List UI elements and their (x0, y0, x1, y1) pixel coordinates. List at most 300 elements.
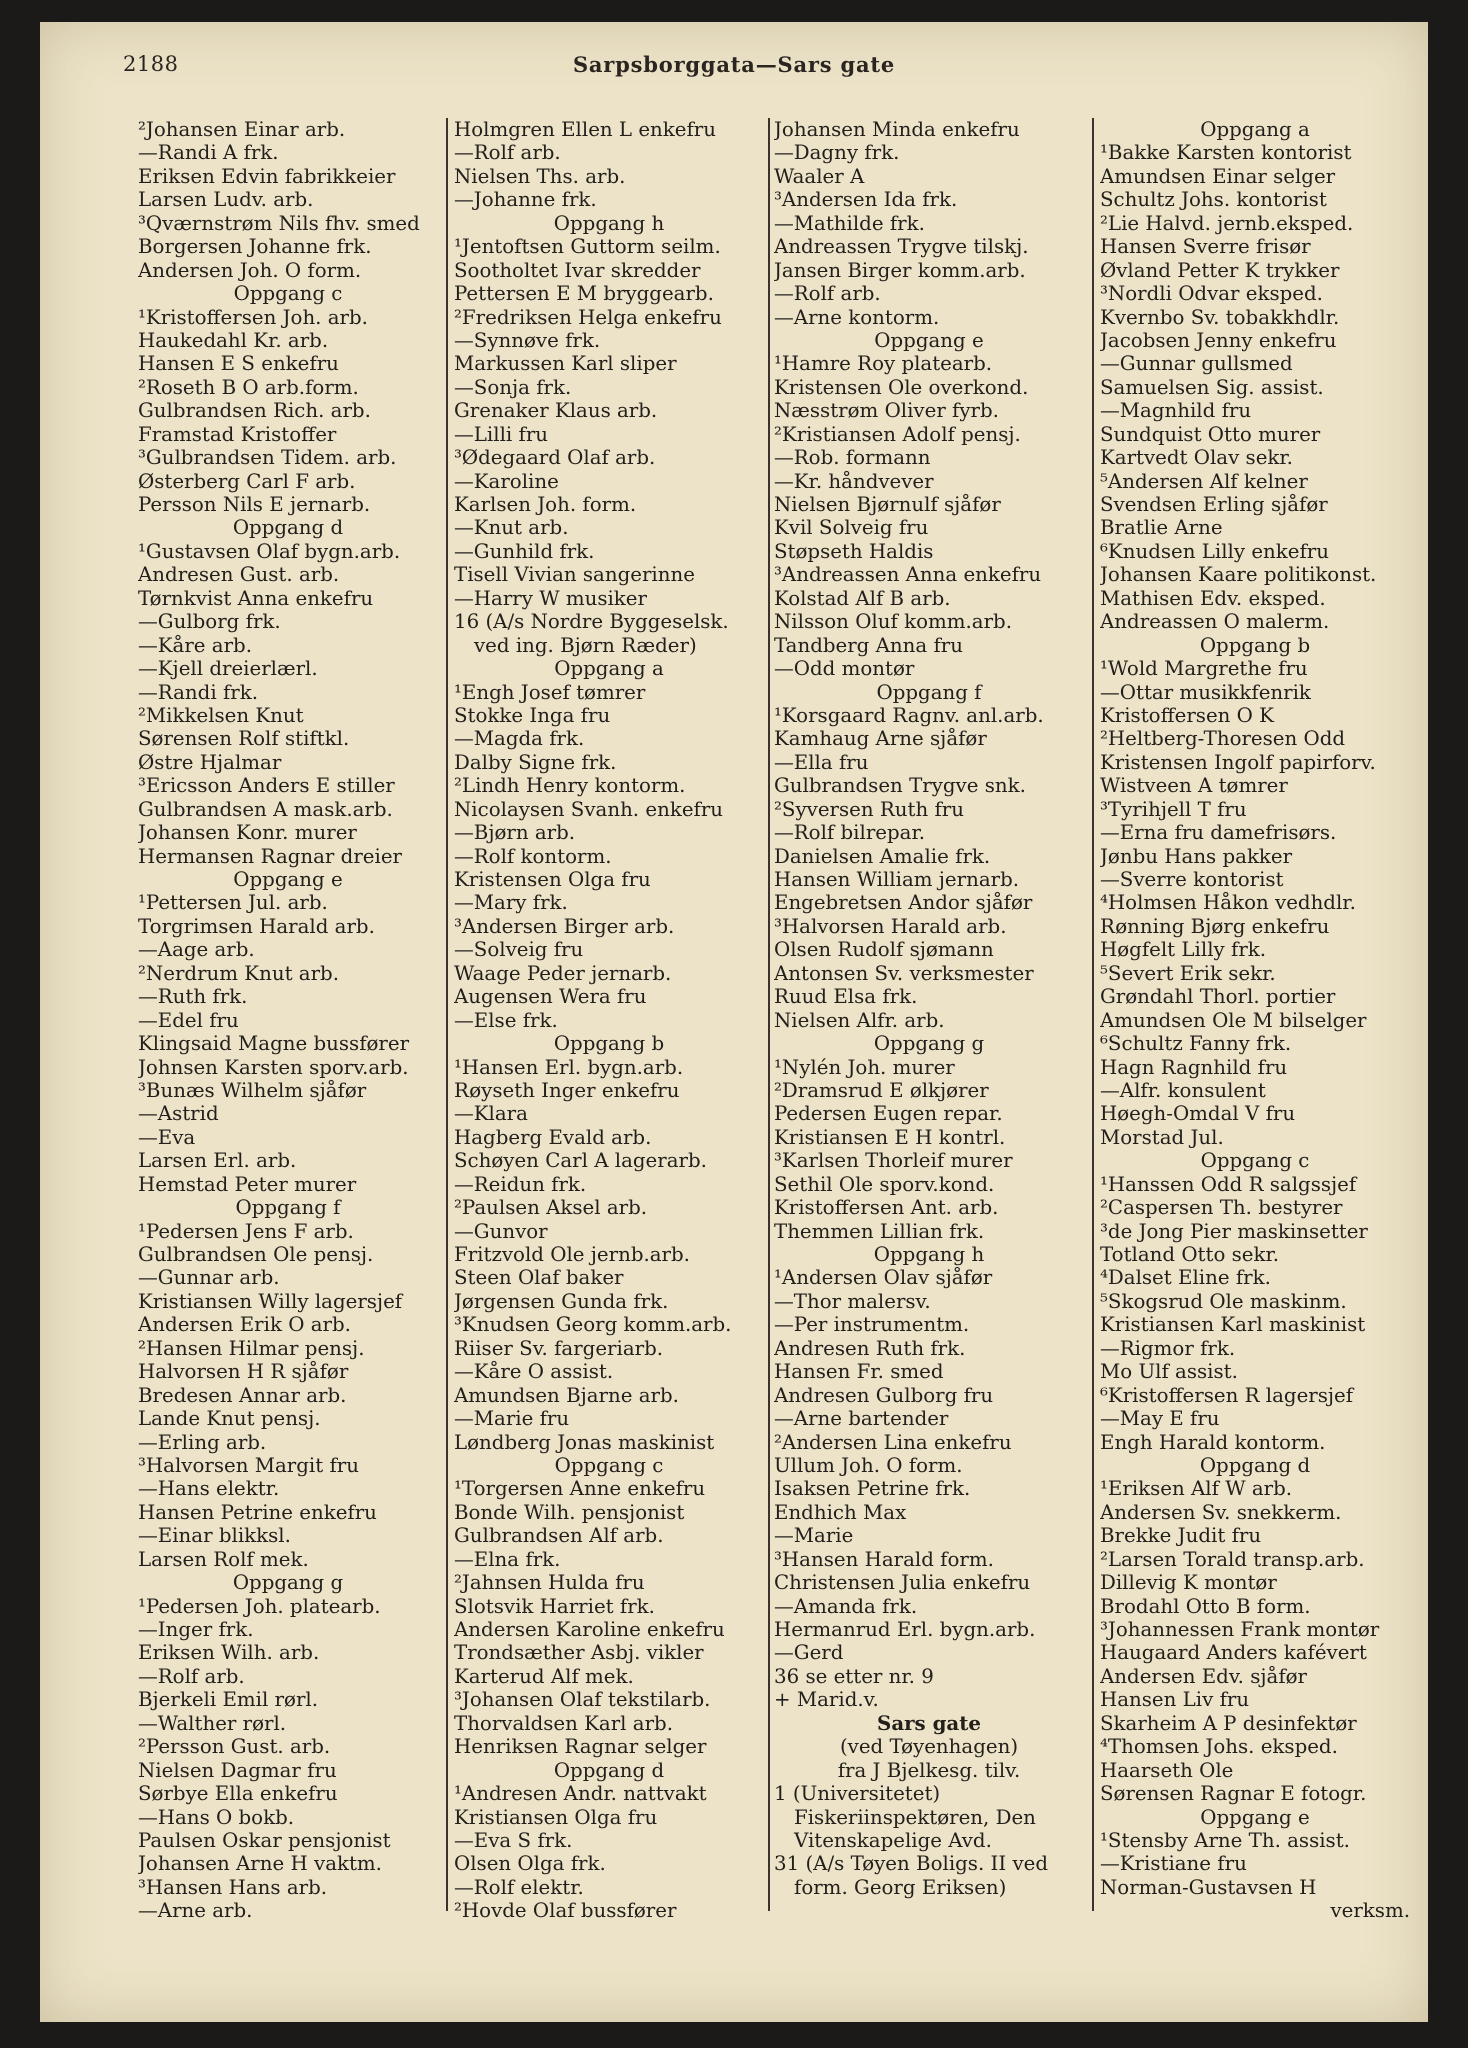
section-heading: Oppgang a (554, 657, 664, 681)
directory-entry: Nielsen Ths. arb. (454, 164, 626, 188)
directory-entry: ⁶Schultz Fanny frk. (1100, 1032, 1292, 1056)
directory-entry: ³de Jong Pier maskinsetter (1100, 1219, 1368, 1243)
directory-entry: Larsen Erl. arb. (138, 1149, 297, 1173)
directory-entry: Andersen Sv. snekkerm. (1100, 1500, 1342, 1524)
directory-entry: Rønning Bjørg enkefru (1100, 914, 1330, 938)
directory-entry: —Marie (774, 1524, 854, 1548)
section-heading: Oppgang g (232, 1571, 344, 1595)
directory-entry: Jønbu Hans pakker (1100, 844, 1293, 868)
directory-entry: ³Andreassen Anna enkefru (774, 563, 1042, 587)
directory-entry: Jansen Birger komm.arb. (774, 258, 1026, 282)
directory-entry: Haarseth Ole (1100, 1758, 1234, 1782)
directory-entry: Henriksen Ragnar selger (454, 1735, 707, 1759)
directory-entry: Næsstrøm Oliver fyrb. (774, 399, 999, 423)
directory-entry: Gulbrandsen Alf arb. (454, 1524, 664, 1548)
directory-entry: Jørgensen Gunda frk. (454, 1289, 669, 1313)
directory-entry: Kristoffersen Ant. arb. (774, 1196, 999, 1220)
directory-entry: —Eva S frk. (454, 1828, 573, 1852)
directory-entry: ¹Gustavsen Olaf bygn.arb. (138, 539, 401, 563)
directory-entry: —Kåre arb. (138, 633, 253, 657)
directory-entry: Andreassen Trygve tilskj. (774, 235, 1029, 259)
directory-entry: ²Syversen Ruth fru (774, 797, 965, 821)
directory-entry: Paulsen Oskar pensjonist (138, 1828, 391, 1852)
directory-entry: —Kr. håndvever (774, 469, 934, 493)
directory-entry: ⁶Knudsen Lilly enkefru (1100, 539, 1329, 563)
directory-entry: Bratlie Arne (1100, 516, 1223, 540)
directory-entry: Trondsæther Asbj. vikler (454, 1641, 704, 1665)
directory-entry: —Arne arb. (138, 1899, 253, 1923)
directory-entry: ¹Pedersen Jens F arb. (138, 1219, 354, 1243)
directory-entry: ¹Kristoffersen Joh. arb. (138, 305, 368, 329)
directory-entry: Brekke Judit fru (1100, 1524, 1262, 1548)
directory-entry: Andersen Edv. sjåfør (1100, 1664, 1308, 1688)
directory-entry: Nielsen Bjørnulf sjåfør (774, 493, 1001, 516)
page-header (0, 52, 1468, 88)
directory-entry: Christensen Julia enkefru (774, 1571, 1031, 1595)
section-heading: Oppgang b (553, 1032, 665, 1056)
directory-entry: Hansen William jernarb. (774, 868, 1020, 891)
section-heading: Oppgang e (1200, 1805, 1310, 1829)
directory-entry: ³Halvorsen Harald arb. (774, 914, 1007, 938)
directory-entry: ³Knudsen Georg komm.arb. (454, 1313, 732, 1337)
directory-entry: ³Bunæs Wilhelm sjåfør (138, 1078, 367, 1102)
directory-entry: Hansen Sverre frisør (1100, 235, 1311, 259)
directory-entry: —Erna fru damefrisørs. (1100, 821, 1337, 845)
directory-entry: —Gunnar arb. (138, 1266, 280, 1290)
directory-entry: —Magnhild fru (1100, 399, 1252, 423)
directory-entry: —Knut arb. (454, 516, 569, 540)
directory-entry: Gulbrandsen Trygve snk. (774, 774, 1026, 798)
directory-entry: Løndberg Jonas maskinist (454, 1430, 715, 1454)
directory-entry: Øvland Petter K trykker (1100, 258, 1340, 282)
directory-entry: Eriksen Wilh. arb. (138, 1641, 320, 1665)
directory-entry: Engebretsen Andor sjåfør (774, 891, 1033, 915)
section-heading: Oppgang c (1200, 1149, 1310, 1173)
directory-entry: —Einar blikksl. (138, 1524, 291, 1548)
directory-entry: —Aage arb. (138, 938, 255, 962)
directory-entry: Kristiansen Olga fru (454, 1805, 658, 1829)
directory-entry: Andersen Joh. O form. (138, 258, 362, 282)
directory-entry: —Gunvor (454, 1219, 548, 1243)
directory-entry: —Gunhild frk. (454, 539, 595, 563)
directory-entry: Samuelsen Sig. assist. (1100, 375, 1324, 399)
section-heading: Oppgang d (553, 1758, 665, 1782)
directory-entry: Kristensen Ole overkond. (774, 375, 1029, 399)
directory-entry: —Ella fru (774, 750, 869, 774)
directory-entry: Riiser Sv. fargeriarb. (454, 1336, 664, 1360)
directory-entry: Brodahl Otto B form. (1100, 1594, 1311, 1618)
directory-entry: Haugaard Anders kafévert (1100, 1641, 1367, 1665)
directory-entry: ²Nerdrum Knut arb. (138, 961, 339, 985)
column-divider (446, 118, 448, 1911)
directory-entry: Karterud Alf mek. (454, 1664, 634, 1688)
directory-entry: —Eva (138, 1125, 196, 1149)
directory-entry: form. Georg Eriksen) (794, 1875, 1007, 1899)
directory-entry: Bonde Wilh. pensjonist (454, 1500, 685, 1524)
directory-entry: Svendsen Erling sjåfør (1100, 493, 1328, 516)
directory-entry: ²Persson Gust. arb. (138, 1735, 331, 1759)
section-heading: Oppgang b (1199, 633, 1311, 657)
directory-entry: Framstad Kristoffer (138, 422, 337, 446)
directory-entry: —Ruth frk. (138, 985, 248, 1009)
directory-entry: Bredesen Annar arb. (138, 1383, 347, 1407)
directory-column-4 (1100, 118, 1410, 1923)
directory-entry: Nicolaysen Svanh. enkefru (454, 797, 724, 821)
directory-entry: Andreassen O malerm. (1100, 610, 1330, 634)
directory-entry: Jacobsen Jenny enkefru (1100, 328, 1337, 352)
directory-entry: Hagberg Evald arb. (454, 1125, 652, 1149)
directory-entry: Schultz Johs. kontorist (1100, 188, 1327, 212)
directory-entry: Sørensen Rolf stiftkl. (138, 727, 350, 751)
directory-entry: Sørbye Ella enkefru (138, 1782, 338, 1806)
directory-entry: Østerberg Carl F arb. (138, 469, 356, 493)
directory-entry: —Edel fru (138, 1008, 239, 1032)
directory-entry: —Thor malersv. (774, 1289, 931, 1313)
directory-entry: ³Andersen Ida frk. (774, 188, 958, 212)
directory-entry: Augensen Wera fru (454, 985, 647, 1009)
directory-entry: —Odd montør (774, 657, 915, 681)
directory-entry: —Johanne frk. (454, 188, 597, 212)
directory-entry: Grenaker Klaus arb. (454, 399, 658, 423)
directory-entry: Andresen Gust. arb. (138, 563, 340, 587)
directory-entry: —May E fru (1100, 1407, 1220, 1431)
directory-entry: —Kjell dreierlærl. (138, 657, 318, 681)
directory-entry: —Rigmor frk. (1100, 1336, 1236, 1360)
directory-entry: Kvil Solveig fru (774, 516, 929, 540)
column-divider (1092, 118, 1094, 1911)
directory-entry: Sethil Ole sporv.kond. (774, 1172, 995, 1196)
directory-entry: —Harry W musiker (454, 586, 647, 610)
section-heading: Oppgang e (874, 328, 984, 352)
directory-entry: —Hans elektr. (138, 1477, 280, 1501)
directory-entry: Nilsson Oluf komm.arb. (774, 610, 1012, 634)
directory-entry: —Rolf arb. (138, 1664, 245, 1688)
directory-entry: ¹Bakke Karsten kontorist (1100, 141, 1352, 165)
directory-entry: Dalby Signe frk. (454, 750, 617, 774)
directory-entry: ³Hansen Hans arb. (138, 1875, 328, 1899)
directory-entry: Kristensen Ingolf papirforv. (1100, 750, 1376, 774)
directory-entry: —Rolf elektr. (454, 1875, 584, 1899)
directory-entry: verksm. (1330, 1899, 1410, 1923)
directory-entry: —Erling arb. (138, 1430, 267, 1454)
directory-entry: ²Hansen Hilmar pensj. (138, 1336, 365, 1360)
directory-entry: —Bjørn arb. (454, 821, 576, 845)
directory-entry: Kristiansen Willy lagersjef (138, 1289, 403, 1313)
column-divider (768, 118, 770, 1911)
directory-entry: Amundsen Einar selger (1100, 164, 1336, 188)
directory-entry: Torgrimsen Harald arb. (138, 914, 375, 938)
directory-entry: —Inger frk. (138, 1618, 254, 1641)
section-heading: Oppgang h (873, 1243, 985, 1266)
directory-entry: ¹Pedersen Joh. platearb. (138, 1594, 381, 1618)
section-heading: fra J Bjelkesg. tilv. (837, 1758, 1021, 1782)
directory-column-1 (138, 118, 438, 1923)
directory-entry: ³Qværnstrøm Nils fhv. smed (138, 211, 420, 235)
directory-entry: ¹Korsgaard Ragnv. anl.arb. (774, 703, 1044, 727)
directory-entry: ¹Hanssen Odd R salgssjef (1100, 1172, 1357, 1196)
directory-entry: Markussen Karl sliper (454, 352, 677, 376)
directory-entry: ²Caspersen Th. bestyrer (1100, 1196, 1343, 1220)
directory-entry: —Elna frk. (454, 1547, 561, 1571)
directory-entry: Thorvaldsen Karl arb. (454, 1711, 673, 1735)
directory-entry: —Gulborg frk. (138, 610, 281, 634)
directory-entry: —Astrid (138, 1102, 219, 1126)
directory-entry: Steen Olaf baker (454, 1266, 624, 1290)
directory-entry: Gulbrandsen Rich. arb. (138, 399, 371, 423)
directory-entry: —Sverre kontorist (1100, 868, 1284, 891)
directory-entry: ²Johansen Einar arb. (138, 118, 346, 141)
directory-entry: Kartvedt Olav sekr. (1100, 446, 1293, 470)
directory-entry: ³Gulbrandsen Tidem. arb. (138, 446, 397, 470)
directory-entry: —Reidun frk. (454, 1172, 587, 1196)
directory-entry: ³Ødegaard Olaf arb. (454, 446, 656, 470)
section-heading: Oppgang d (1199, 1453, 1311, 1477)
directory-entry: Ruud Elsa frk. (774, 985, 918, 1009)
directory-entry: Sundquist Otto murer (1100, 422, 1321, 446)
directory-entry: ¹Jentoftsen Guttorm seilm. (454, 235, 721, 259)
directory-entry: ¹Torgersen Anne enkefru (454, 1477, 706, 1501)
directory-entry: ⁴Holmsen Håkon vedhdlr. (1100, 891, 1356, 915)
directory-entry: ³Hansen Harald form. (774, 1547, 994, 1571)
directory-entry: Haukedahl Kr. arb. (138, 328, 329, 352)
directory-entry: Røyseth Inger enkefru (454, 1078, 680, 1102)
directory-entry: Høegh-Omdal V fru (1100, 1102, 1296, 1126)
directory-entry: Skarheim A P desinfektør (1100, 1711, 1357, 1735)
directory-column-2 (454, 118, 764, 1923)
directory-entry: Bjerkeli Emil rørl. (138, 1688, 319, 1712)
directory-entry: Sootholtet Ivar skredder (454, 258, 701, 282)
directory-entry: ¹Andresen Andr. nattvakt (454, 1782, 707, 1806)
directory-entry: + Marid.v. (774, 1688, 879, 1712)
directory-entry: Eriksen Edvin fabrikkeier (138, 164, 396, 188)
directory-entry: —Rolf bilrepar. (774, 821, 926, 845)
directory-entry: Mathisen Edv. eksped. (1100, 586, 1326, 610)
directory-entry: ²Andersen Lina enkefru (774, 1430, 1012, 1454)
directory-entry: —Magda frk. (454, 727, 585, 751)
directory-entry: Andresen Ruth frk. (774, 1336, 966, 1360)
directory-entry: Stokke Inga fru (454, 703, 611, 727)
directory-entry: Engh Harald kontorm. (1100, 1430, 1326, 1454)
directory-entry: Lande Knut pensj. (138, 1407, 321, 1431)
directory-entry: Kamhaug Arne sjåfør (774, 727, 987, 751)
directory-entry: Andresen Gulborg fru (774, 1383, 994, 1407)
directory-entry: Hansen Petrine enkefru (138, 1500, 377, 1524)
section-heading: Oppgang g (873, 1032, 985, 1056)
directory-entry: Morstad Jul. (1100, 1125, 1224, 1149)
directory-entry: Dillevig K montør (1100, 1571, 1277, 1595)
directory-entry: Endhich Max (774, 1500, 907, 1524)
directory-entry: ²Heltberg-Thoresen Odd (1100, 727, 1346, 751)
directory-entry: Johansen Konr. murer (138, 821, 357, 845)
section-heading: Oppgang f (235, 1196, 341, 1220)
directory-entry: Johnsen Karsten sporv.arb. (138, 1055, 409, 1079)
section-heading: Oppgang h (553, 211, 665, 235)
directory-entry: ³Johansen Olaf tekstilarb. (454, 1688, 711, 1712)
directory-entry: Totland Otto sekr. (1100, 1243, 1280, 1266)
directory-entry: Gulbrandsen A mask.arb. (138, 797, 393, 821)
section-heading: Oppgang e (233, 868, 343, 891)
directory-entry: Ullum Joh. O form. (774, 1453, 963, 1477)
directory-entry: —Rob. formann (774, 446, 931, 470)
directory-entry: —Alfr. konsulent (1100, 1078, 1266, 1102)
directory-entry: Pettersen E M bryggearb. (454, 282, 714, 306)
directory-entry: Nielsen Alfr. arb. (774, 1008, 945, 1032)
directory-entry: Fritzvold Ole jernb.arb. (454, 1243, 690, 1266)
directory-entry: —Mary frk. (454, 891, 568, 915)
directory-entry: ³Johannessen Frank montør (1100, 1618, 1380, 1641)
directory-entry: Isaksen Petrine frk. (774, 1477, 971, 1501)
directory-entry: ³Tyrihjell T fru (1100, 797, 1247, 821)
directory-entry: —Randi frk. (138, 680, 258, 704)
directory-entry: —Per instrumentm. (774, 1313, 970, 1337)
directory-entry: 16 (A/s Nordre Byggeselsk. (454, 610, 729, 634)
directory-entry: Nielsen Dagmar fru (138, 1758, 337, 1782)
directory-entry: Karlsen Joh. form. (454, 493, 637, 516)
directory-entry: Tørnkvist Anna enkefru (138, 586, 374, 610)
section-heading: Oppgang d (232, 516, 344, 540)
directory-entry: Kristensen Olga fru (454, 868, 651, 891)
directory-entry: ²Jahnsen Hulda fru (454, 1571, 645, 1595)
directory-entry: Johansen Arne H vaktm. (138, 1852, 382, 1876)
directory-entry: —Arne bartender (774, 1407, 949, 1431)
directory-entry: —Lilli fru (454, 422, 549, 446)
directory-entry: ³Halvorsen Margit fru (138, 1453, 359, 1477)
directory-entry: Hansen Liv fru (1100, 1688, 1250, 1712)
directory-entry: Amundsen Ole M bilselger (1100, 1008, 1367, 1032)
directory-entry: Støpseth Haldis (774, 539, 934, 563)
directory-entry: Johansen Kaare politikonst. (1100, 563, 1377, 587)
directory-entry: ⁵Skogsrud Ole maskinm. (1100, 1289, 1347, 1313)
directory-entry: —Klara (454, 1102, 528, 1126)
directory-entry: Slotsvik Harriet frk. (454, 1594, 655, 1618)
directory-entry: ¹Hamre Roy platearb. (774, 352, 993, 376)
directory-entry: —Gunnar gullsmed (1100, 352, 1293, 376)
directory-entry: —Hans O bokb. (138, 1805, 295, 1829)
directory-entry: Klingsaid Magne bussfører (138, 1032, 410, 1056)
directory-entry: —Sonja frk. (454, 375, 572, 399)
directory-entry: Andersen Karoline enkefru (454, 1618, 725, 1641)
directory-entry: ⁵Severt Erik sekr. (1100, 961, 1276, 985)
directory-entry: Persson Nils E jernarb. (138, 493, 371, 516)
directory-entry: Halvorsen H R sjåfør (138, 1360, 349, 1384)
directory-entry: Hansen E S enkefru (138, 352, 339, 376)
directory-entry: ²Roseth B O arb.form. (138, 375, 359, 399)
directory-entry: ²Lindh Henry kontorm. (454, 774, 686, 798)
directory-entry: ¹Wold Margrethe fru (1100, 657, 1308, 681)
directory-entry: Hagn Ragnhild fru (1100, 1055, 1288, 1079)
directory-entry: ¹Engh Josef tømrer (454, 680, 646, 704)
directory-entry: Hansen Fr. smed (774, 1360, 944, 1384)
directory-entry: —Rolf kontorm. (454, 844, 612, 868)
directory-entry: Sørensen Ragnar E fotogr. (1100, 1782, 1367, 1806)
directory-entry: ²Kristiansen Adolf pensj. (774, 422, 1021, 446)
directory-entry: Johansen Minda enkefru (774, 118, 1020, 141)
directory-entry: —Walther rørl. (138, 1711, 287, 1735)
directory-entry: Waage Peder jernarb. (454, 961, 672, 985)
directory-entry: Schøyen Carl A lagerarb. (454, 1149, 707, 1173)
directory-entry: —Amanda frk. (774, 1594, 918, 1618)
directory-column-3 (774, 118, 1084, 1899)
directory-entry: —Randi A frk. (138, 141, 279, 165)
directory-entry: —Kristiane fru (1100, 1852, 1247, 1876)
directory-entry: ²Mikkelsen Knut (138, 703, 304, 727)
directory-entry: ¹Hansen Erl. bygn.arb. (454, 1055, 684, 1079)
directory-entry: —Arne kontorm. (774, 305, 940, 329)
directory-entry: 31 (A/s Tøyen Boligs. II ved (774, 1852, 1048, 1876)
directory-entry: Andersen Erik O arb. (138, 1313, 351, 1337)
directory-entry: ¹Nylén Joh. murer (774, 1055, 955, 1079)
page-title: Sarpsborggata—Sars gate (572, 52, 896, 77)
directory-entry: ³Andersen Birger arb. (454, 914, 675, 938)
directory-entry: Larsen Ludv. arb. (138, 188, 314, 212)
directory-entry: ¹Eriksen Alf W arb. (1100, 1477, 1293, 1501)
directory-entry: Pedersen Eugen repar. (774, 1102, 1003, 1126)
section-heading: Oppgang a (1200, 118, 1310, 141)
directory-entry: ⁶Kristoffersen R lagersjef (1100, 1383, 1354, 1407)
directory-entry: ²Fredriksen Helga enkefru (454, 305, 722, 329)
directory-entry: Olsen Olga frk. (454, 1852, 606, 1876)
directory-entry: Kvernbo Sv. tobakkhdlr. (1100, 305, 1340, 329)
directory-entry: 36 se etter nr. 9 (774, 1664, 934, 1688)
directory-entry: Themmen Lillian frk. (774, 1219, 985, 1243)
directory-entry: ⁴Dalset Eline frk. (1100, 1266, 1271, 1290)
directory-entry: ¹Stensby Arne Th. assist. (1100, 1828, 1350, 1852)
directory-entry: Kristiansen Karl maskinist (1100, 1313, 1366, 1337)
directory-entry: Hermansen Ragnar dreier (138, 844, 402, 868)
directory-entry: Tandberg Anna fru (774, 633, 963, 657)
directory-entry: ¹Pettersen Jul. arb. (138, 891, 328, 915)
directory-entry: Hermanrud Erl. bygn.arb. (774, 1618, 1036, 1641)
directory-entry: ³Ericsson Anders E stiller (138, 774, 395, 798)
directory-entry: Grøndahl Thorl. portier (1100, 985, 1336, 1009)
directory-entry: Gulbrandsen Ole pensj. (138, 1243, 374, 1266)
directory-entry: Wistveen A tømrer (1100, 774, 1288, 798)
directory-entry: Amundsen Bjarne arb. (454, 1383, 679, 1407)
directory-entry: —Solveig fru (454, 938, 584, 962)
section-heading: Oppgang f (876, 680, 982, 704)
section-heading: Sars gate (877, 1711, 981, 1735)
directory-entry: Kristoffersen O K (1100, 703, 1274, 727)
directory-entry: ³Karlsen Thorleif murer (774, 1149, 1013, 1173)
directory-entry: —Else frk. (454, 1008, 558, 1032)
directory-entry: Fiskeriinspektøren, Den (794, 1805, 1036, 1829)
section-heading: Oppgang c (233, 282, 343, 306)
directory-entry: ¹Andersen Olav sjåfør (774, 1266, 993, 1290)
directory-entry: Danielsen Amalie frk. (774, 844, 991, 868)
directory-entry: ⁵Andersen Alf kelner (1100, 469, 1308, 493)
directory-entry: ²Paulsen Aksel arb. (454, 1196, 648, 1220)
directory-entry: Vitenskapelige Avd. (794, 1828, 992, 1852)
section-heading: Oppgang c (554, 1453, 664, 1477)
directory-entry: Høgfelt Lilly frk. (1100, 938, 1267, 962)
directory-entry: —Gerd (774, 1641, 844, 1665)
directory-entry: ved ing. Bjørn Ræder) (474, 633, 697, 657)
directory-entry: Østre Hjalmar (138, 750, 282, 774)
directory-entry: Norman-Gustavsen H (1100, 1875, 1317, 1899)
directory-entry: Tisell Vivian sangerinne (454, 563, 695, 587)
directory-entry: —Synnøve frk. (454, 328, 601, 352)
directory-entry: —Dagny frk. (774, 141, 900, 165)
directory-entry: —Mathilde frk. (774, 211, 925, 235)
directory-entry: —Marie fru (454, 1407, 570, 1431)
directory-entry: Kolstad Alf B arb. (774, 586, 951, 610)
directory-entry: Borgersen Johanne frk. (138, 235, 372, 259)
directory-entry: ²Dramsrud E ølkjører (774, 1078, 989, 1102)
section-heading: (ved Tøyenhagen) (839, 1735, 1019, 1759)
directory-entry: Larsen Rolf mek. (138, 1547, 309, 1571)
directory-entry: —Ottar musikkfenrik (1100, 680, 1311, 704)
directory-entry: —Kåre O assist. (454, 1360, 614, 1384)
